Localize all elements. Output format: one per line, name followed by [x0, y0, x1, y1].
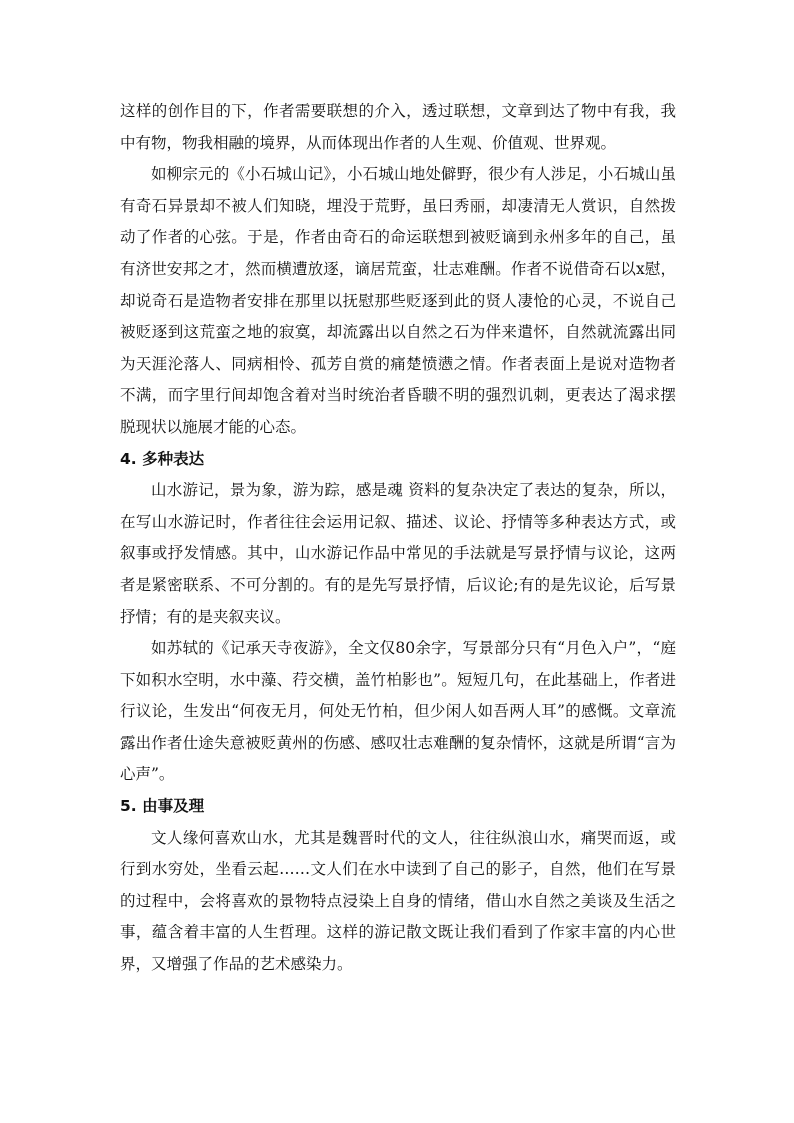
document-body	[120, 96, 676, 981]
section-heading-4: 4. 多种表达	[120, 449, 205, 468]
section-heading-5: 5. 由事及理	[120, 797, 205, 816]
paragraph-multiple-expression: 山水游记，景为象，游为踪，感是魂 资料的复杂决定了表达的复杂，所以，在写山水游记时，作者往往会运用记叙、描述、议论、抒情等多种表达方式，或叙事或抒发情感。其中，山水游记作品中常见的手法就是写景抒情与议论，这两者是紧密联系、不可分割的。有的是先写景抒情，后议论;有的是先议论，后写景抒情；有的是夹叙夹议。	[120, 481, 676, 626]
paragraph-continued: 这样的创作目的下，作者需要联想的介入，透过联想，文章到达了物中有我，我中有物，物我相融的境界，从而体现出作者的人生观、价值观、世界观。	[120, 102, 676, 152]
paragraph-chengtiansi-example: 如苏轼的《记承天寺夜游》，全文仅80余字，写景部分只有“月色入户”，“庭下如积水空明，水中藻、荇交横，盖竹柏影也”。短短几句，在此基础上，作者进行议论，生发出“何夜无月，何处无竹柏，但少闲人如吾两人耳”的感慨。文章流露出作者仕途失意被贬黄州的伤感、感叹壮志难酬的复杂情怀，这就是所谓“言为心声”。	[120, 639, 676, 784]
paragraph-from-event-to-reason: 文人缘何喜欢山水，尤其是魏晋时代的文人，往往纵浪山水，痛哭而返，或行到水穷处，坐看云起……文人们在水中读到了自己的影子，自然，他们在写景的过程中，会将喜欢的景物特点浸染上自身的情绪，借山水自然之美谈及生活之事，蕴含着丰富的人生哲理。这样的游记散文既让我们看到了作家丰富的内心世界，又增强了作品的艺术感染力。	[120, 828, 676, 974]
paragraph-xiaoshicheng-example: 如柳宗元的《小石城山记》，小石城山地处僻野，很少有人涉足，小石城山虽有奇石异景却不被人们知晓，埋没于荒野，虽曰秀丽，却凄清无人赏识，自然拨动了作者的心弦。于是，作者由奇石的命运联想到被贬谪到永州多年的自己，虽有济世安邦之才，然而横遭放逐，谪居荒蛮，壮志难酬。作者不说借奇石以x慰，却说奇石是造物者安排在那里以抚慰那些贬逐到此的贤人凄怆的心灵，不说自己被贬逐到这荒蛮之地的寂寞，却流露出以自然之石为伴来遣怀，自然就流露出同为天涯沦落人、同病相怜、孤芳自赏的痛楚愤懑之情。作者表面上是说对造物者不满，而字里行间却饱含着对当时统治者昏聩不明的强烈讥刺，更表达了渴求摆脱现状以施展才能的心态。	[120, 165, 676, 436]
